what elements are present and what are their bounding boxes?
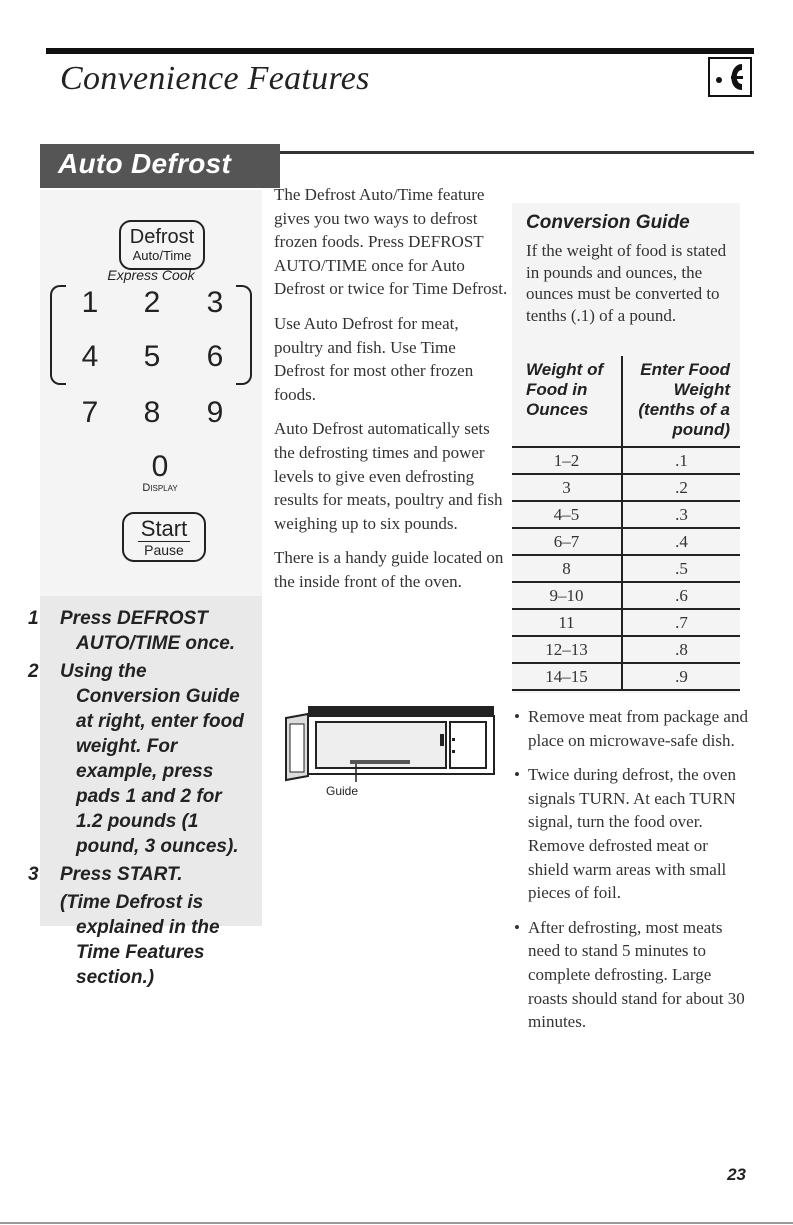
- digit-5-pad: 5: [143, 340, 161, 373]
- digit-6-pad: 6: [206, 340, 224, 373]
- express-cook-bracket-left: [50, 285, 66, 385]
- keypad-illustration: [40, 190, 262, 600]
- conversion-table: [512, 356, 740, 691]
- step-text: Press DEFROST AUTO/TIME once.: [60, 608, 236, 654]
- table-row: [512, 474, 740, 501]
- table-row: [512, 528, 740, 555]
- digit-0-pad: 0: [151, 450, 169, 483]
- ounces-cell: 9–10: [512, 582, 622, 609]
- description-column: [274, 183, 510, 605]
- section-title: Auto Defrost: [58, 148, 232, 179]
- step-number: 1: [28, 608, 39, 629]
- digit-2-pad: 2: [143, 286, 161, 319]
- tip-text: After defrosting, most meats need to stand 5 minutes to complete defrosting. Large roasts should stand for about 30 minutes.: [528, 917, 745, 1032]
- tip-text: Remove meat from package and place on microwave-safe dish.: [528, 707, 748, 750]
- start-pause-pad: [122, 512, 206, 562]
- header-rule: [46, 48, 754, 54]
- section-rule: [280, 151, 754, 154]
- ounces-cell: 12–13: [512, 636, 622, 663]
- bullet-icon: •: [514, 765, 520, 785]
- description-paragraph: Use Auto Defrost for meat, poultry and fish. Use Time Defrost for most other frozen foods.: [274, 313, 474, 404]
- ounces-cell: 6–7: [512, 528, 622, 555]
- step-note: [60, 890, 248, 990]
- ounces-cell: 11: [512, 609, 622, 636]
- conversion-guide-title: Conversion Guide: [526, 212, 690, 233]
- digit-7-pad: 7: [81, 396, 99, 429]
- defrost-pad-label: Defrost: [129, 226, 195, 248]
- column-header-enter-weight: Enter Food Weight (tenths of a pound): [622, 356, 740, 447]
- step-2: [28, 659, 248, 859]
- table-row: [512, 663, 740, 690]
- ounces-cell: 1–2: [512, 447, 622, 474]
- ounces-cell: 14–15: [512, 663, 622, 690]
- express-cook-label: Express Cook: [107, 267, 195, 283]
- digit-4-pad: 4: [81, 340, 99, 373]
- digit-1-pad: 1: [81, 286, 99, 319]
- defrost-auto-time-pad: [119, 220, 205, 270]
- conversion-guide-intro: If the weight of food is stated in pounds and ounces, the ounces must be converted to tenths (.1) of a pound.: [526, 241, 727, 325]
- defrost-pad-sublabel: Auto/Time: [132, 248, 192, 263]
- express-cook-bracket-right: [236, 285, 252, 385]
- instruction-steps: [28, 596, 262, 988]
- guide-label: Guide: [325, 784, 359, 798]
- tip-item: [514, 916, 750, 1034]
- enter-weight-cell: .1: [622, 447, 740, 474]
- bullet-icon: •: [514, 917, 520, 937]
- table-row: [512, 501, 740, 528]
- ounces-cell: 8: [512, 555, 622, 582]
- step-number: 3: [28, 864, 39, 885]
- enter-weight-cell: .9: [622, 663, 740, 690]
- enter-weight-cell: .5: [622, 555, 740, 582]
- step-text: Using the Conversion Guide at right, enter food weight. For example, press pads 1 and 2 for 1.2 pounds (1 pound, 3 ounces).: [60, 661, 244, 857]
- description-paragraph: There is a handy guide located on the inside front of the oven.: [274, 548, 504, 591]
- description-paragraph: Auto Defrost automatically sets the defrosting times and power levels to give even defrosting results for meats, poultry and fish weighing up to six pounds.: [274, 419, 503, 533]
- digit-3-pad: 3: [206, 286, 224, 319]
- table-row: [512, 609, 740, 636]
- ounces-cell: 3: [512, 474, 622, 501]
- page-number: 23: [727, 1165, 746, 1184]
- enter-weight-cell: .2: [622, 474, 740, 501]
- display-label: Display: [142, 482, 178, 494]
- enter-weight-cell: .6: [622, 582, 740, 609]
- step-1: [28, 606, 248, 656]
- enter-weight-cell: .7: [622, 609, 740, 636]
- description-paragraph: The Defrost Auto/Time feature gives you two ways to defrost frozen foods. Press DEFROST AUTO/TIME once for Auto Defrost or twice for Time Defrost.: [274, 185, 508, 299]
- tip-item: [514, 763, 750, 905]
- start-pad-label: Start: [140, 516, 188, 541]
- enter-weight-cell: .3: [622, 501, 740, 528]
- step-number: 2: [28, 661, 39, 682]
- bullet-icon: •: [514, 707, 520, 726]
- step-3: [28, 862, 248, 887]
- tip-text: Twice during defrost, the oven signals TURN. At each TURN signal, turn the food over. Remove defrosted meat or shield warm areas with small pieces of foil.: [528, 765, 736, 903]
- microwave-oven-illustration: [280, 704, 500, 784]
- tips-list: [514, 705, 750, 1045]
- table-row: [512, 555, 740, 582]
- digit-9-pad: 9: [206, 396, 224, 429]
- enter-weight-cell: .4: [622, 528, 740, 555]
- microwave-page-tab-icon: [708, 57, 752, 97]
- tip-item: [514, 705, 750, 752]
- table-header-row: [512, 356, 740, 447]
- enter-weight-cell: .8: [622, 636, 740, 663]
- pause-pad-label: Pause: [138, 541, 190, 558]
- ounces-cell: 4–5: [512, 501, 622, 528]
- page-title: Convenience Features: [60, 60, 370, 97]
- table-row: [512, 447, 740, 474]
- bottom-rule: [0, 1222, 793, 1224]
- table-row: [512, 582, 740, 609]
- step-text: (Time Defrost is explained in the Time Features section.): [60, 892, 220, 988]
- digit-8-pad: 8: [143, 396, 161, 429]
- table-row: [512, 636, 740, 663]
- column-header-ounces: Weight of Food in Ounces: [512, 356, 622, 447]
- step-text: Press START.: [60, 864, 183, 885]
